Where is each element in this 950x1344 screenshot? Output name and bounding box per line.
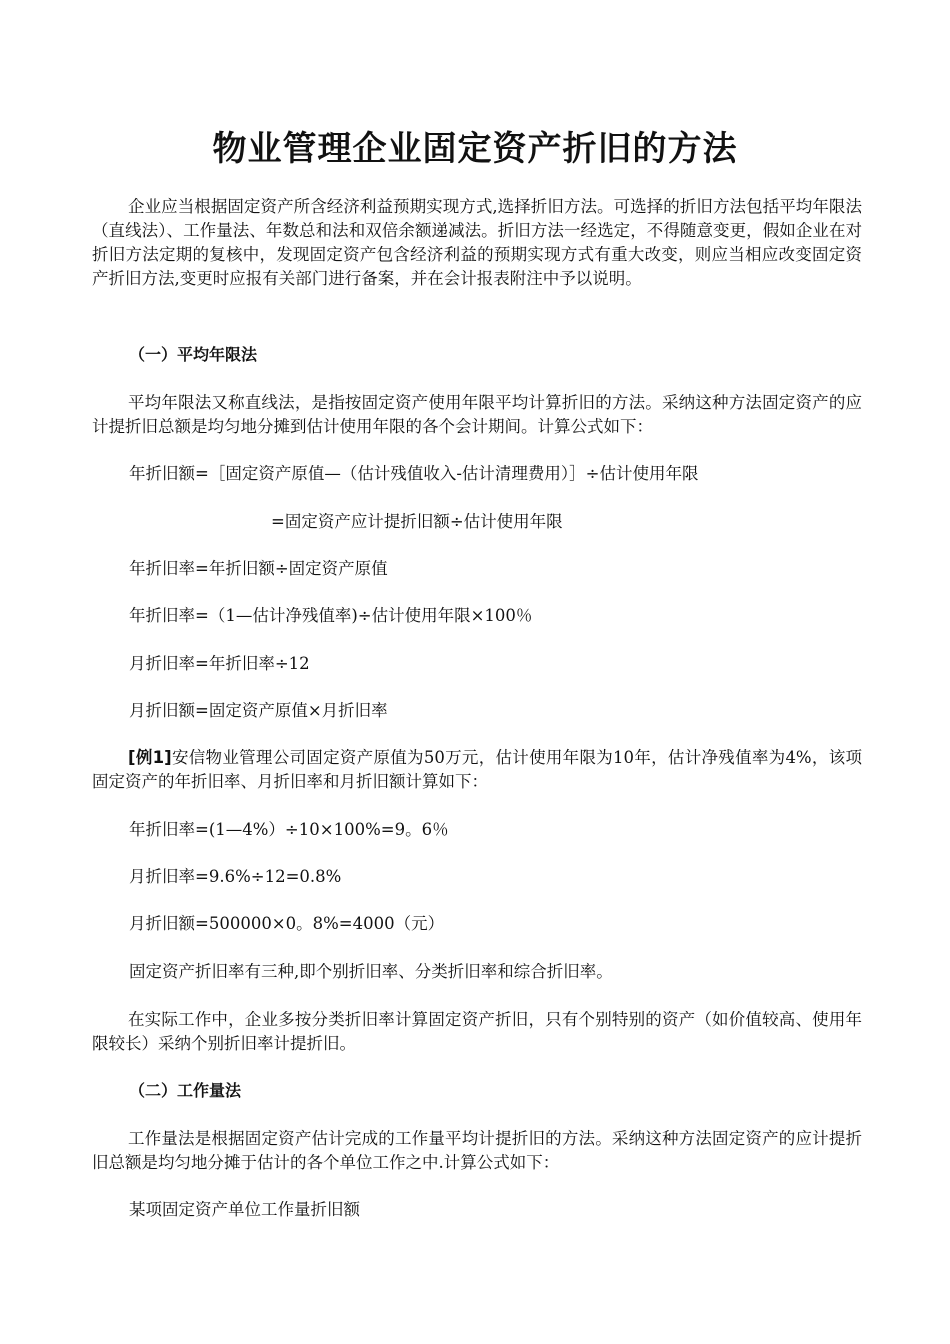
formula-monthly-rate: 月折旧率=年折旧率÷12 — [129, 654, 310, 673]
example-calc-annual-rate: 年折旧率=(1—4%）÷10×100%=9。6％ — [129, 820, 449, 839]
section-heading-straight-line: （一）平均年限法 — [129, 345, 258, 364]
formula-annual-rate-alt: 年折旧率=（1—估计净残值率)÷估计使用年限×100％ — [129, 606, 533, 625]
formula-annual-depreciation: 年折旧额=［固定资产原值—（估计残值收入-估计清理费用）］÷估计使用年限 — [129, 464, 699, 483]
straight-line-description: 平均年限法又称直线法，是指按固定资产使用年限平均计算折旧的方法。采纳这种方法固定资产的应计提折旧总额是均匀地分摊到估计使用年限的各个会计期间。计算公式如下： — [92, 393, 862, 436]
intro-paragraph: 企业应当根据固定资产所含经济利益预期实现方式,选择折旧方法。可选择的折旧方法包括平均年限法（直线法）、工作量法、年数总和法和双倍余额递减法。折旧方法一经选定，不得随意变更，假如企业在对折旧方法定期的复核中，发现固定资产包含经济利益的预期实现方式有重大改变，则应当相应改变固定资产折旧方法,变更时应报有关部门进行备案，并在会计报表附注中予以说明。 — [92, 197, 862, 288]
example-text: 安信物业管理公司固定资产原值为50万元，估计使用年限为10年，估计净残值率为4%，该项固定资产的年折旧率、月折旧率和月折旧额计算如下： — [92, 748, 862, 791]
document-title: 物业管理企业固定资产折旧的方法 — [212, 129, 738, 169]
units-of-production-description: 工作量法是根据固定资产估计完成的工作量平均计提折旧的方法。采纳这种方法固定资产的应计提折旧总额是均匀地分摊于估计的各个单位工作之中.计算公式如下： — [92, 1129, 862, 1172]
section-heading-units-of-production: （二）工作量法 — [129, 1081, 242, 1100]
formula-annual-depreciation-alt: =固定资产应计提折旧额÷估计使用年限 — [271, 512, 563, 531]
formula-unit-depreciation: 某项固定资产单位工作量折旧额 — [129, 1200, 360, 1219]
example-calc-monthly-rate: 月折旧率=9.6%÷12=0.8% — [129, 867, 342, 886]
formula-annual-rate: 年折旧率=年折旧额÷固定资产原值 — [129, 559, 388, 578]
formula-monthly-depreciation: 月折旧额=固定资产原值×月折旧率 — [129, 701, 388, 720]
practice-note: 在实际工作中，企业多按分类折旧率计算固定资产折旧，只有个别特别的资产（如价值较高、使用年限较长）采纳个别折旧率计提折旧。 — [92, 1010, 862, 1053]
rate-types-note: 固定资产折旧率有三种,即个别折旧率、分类折旧率和综合折旧率。 — [129, 962, 613, 981]
example-calc-monthly-amount: 月折旧额=500000×0。8%=4000（元） — [129, 914, 445, 933]
example-paragraph — [92, 746, 862, 794]
example-tag: [例1] — [128, 748, 172, 767]
